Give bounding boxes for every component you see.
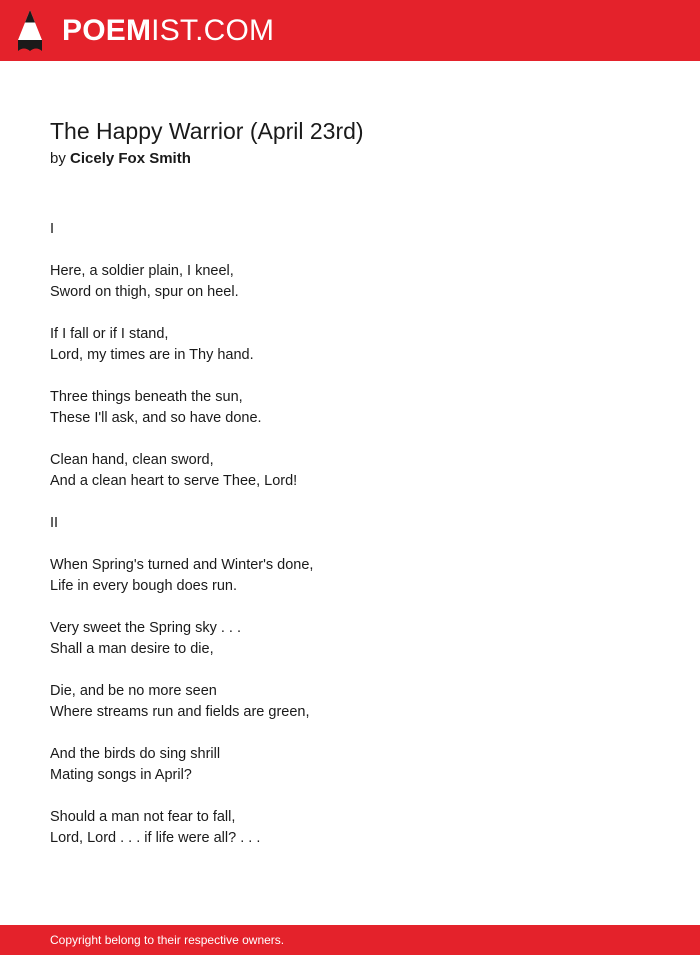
poem-line: And the birds do sing shrill (50, 746, 221, 762)
by-label: by (50, 150, 66, 167)
poem-line: Clean hand, clean sword, (50, 452, 214, 468)
stanza-break (50, 723, 650, 744)
stanza-break (50, 534, 650, 555)
stanza-break (50, 303, 650, 324)
stanza-break (50, 660, 650, 681)
poem-line: These I'll ask, and so have done. (50, 410, 262, 426)
copyright-text: Copyright belong to their respective owners. (50, 933, 285, 947)
poem-line: Should a man not fear to fall, (50, 809, 236, 825)
poem-line: Where streams run and fields are green, (50, 704, 310, 720)
site-footer (0, 925, 700, 955)
poem-line: II (50, 515, 59, 531)
poem-line: Very sweet the Spring sky . . . (50, 620, 241, 636)
poem-line: Life in every bough does run. (50, 578, 238, 594)
poem-line: Sword on thigh, spur on heel. (50, 284, 239, 300)
stanza-break (50, 492, 650, 513)
byline (50, 149, 191, 169)
poem-line: And a clean heart to serve Thee, Lord! (50, 473, 298, 489)
stanza-break (50, 366, 650, 387)
poem-line: Shall a man desire to die, (50, 641, 214, 657)
poem-line: Mating songs in April? (50, 767, 192, 783)
stanza-break (50, 786, 650, 807)
stanza-break (50, 240, 650, 261)
poem-line: Lord, my times are in Thy hand. (50, 347, 254, 363)
stanza-break (50, 429, 650, 450)
logo-text-bold: POEM (62, 14, 152, 47)
site-logo[interactable] (62, 13, 274, 49)
poem-line: Here, a soldier plain, I kneel, (50, 263, 234, 279)
pencil-tip-icon (18, 10, 42, 51)
poem-line: Three things beneath the sun, (50, 389, 243, 405)
logo-text-light: IST.COM (151, 14, 275, 47)
author-name: Cicely Fox Smith (70, 150, 191, 167)
poem-title: The Happy Warrior (April 23rd) (50, 118, 364, 144)
site-header (0, 0, 700, 61)
poem-body (50, 219, 650, 849)
poem-line: Lord, Lord . . . if life were all? . . . (50, 830, 261, 846)
stanza-break (50, 597, 650, 618)
poem-line: When Spring's turned and Winter's done, (50, 557, 314, 573)
poem-line: Die, and be no more seen (50, 683, 217, 699)
poem-line: If I fall or if I stand, (50, 326, 169, 342)
poem-line: I (50, 221, 55, 237)
